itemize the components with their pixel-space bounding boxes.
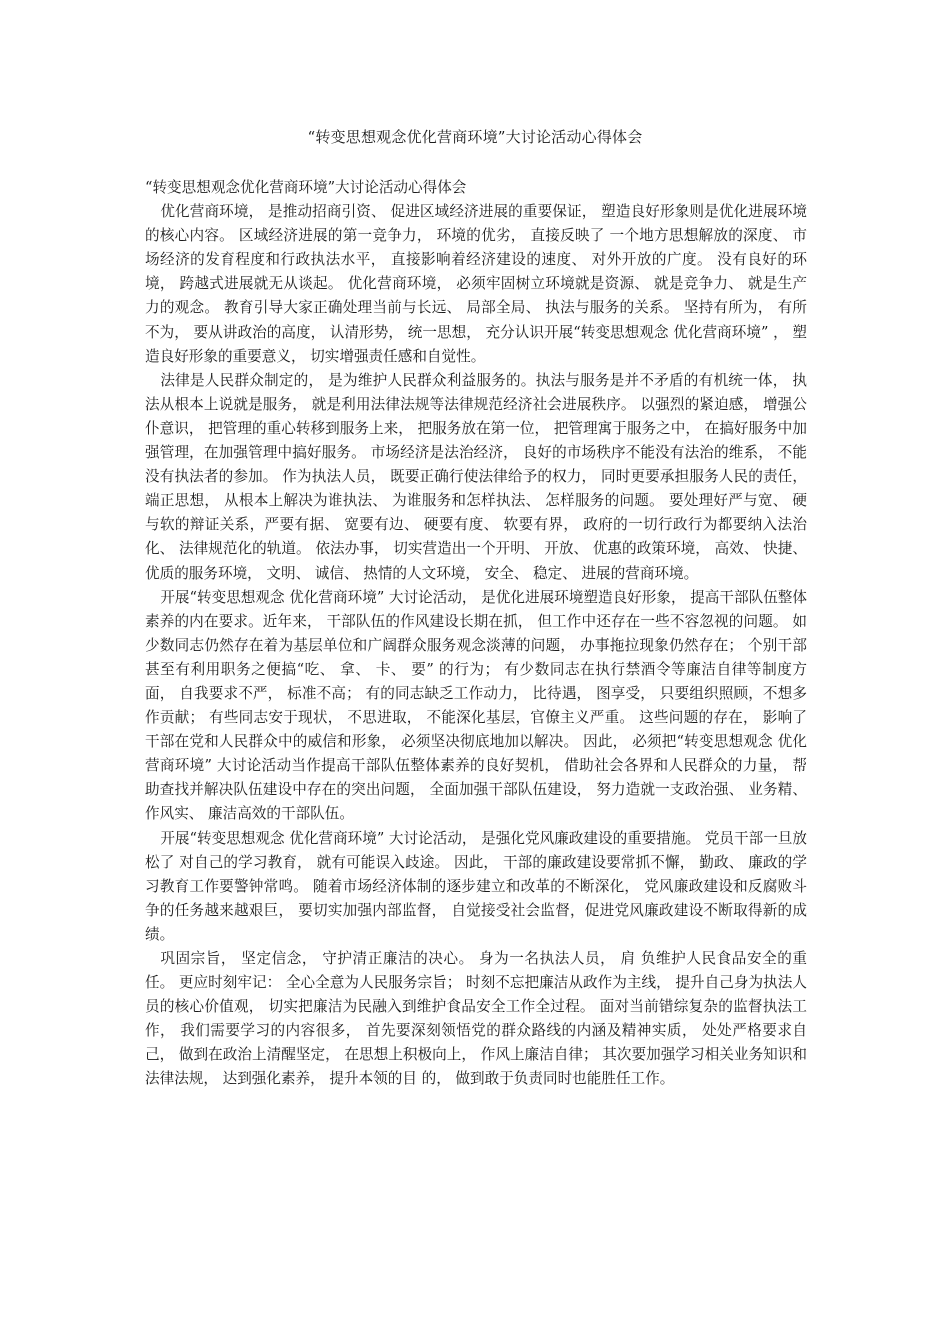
- paragraph: 开展“转变思想观念 优化营商环境” 大讨论活动， 是强化党风廉政建设的重要措施。 党员干部一旦放松了 对自己的学习教育， 就有可能误入歧途。 因此， 干部的廉政建设要常抓不懈， 勤政、 廉政的学习教育工作要警钟常鸣。 随着市场经济体制的逐步建立和改革的不断深化， 党风廉政建设和反腐败斗争的任务越来越艰巨， 要切实加强内部监督， 自觉接受社会监督，促进党风廉政建设不断取得新的成绩。: [145, 829, 807, 943]
- paragraph: 法律是人民群众制定的， 是为维护人民群众利益服务的。执法与服务是并不矛盾的有机统一体， 执法从根本上说就是服务， 就是利用法律法规等法律规范经济社会进展秩序。 以强烈的紧迫感， 增强公仆意识， 把管理的重心转移到服务上来， 把服务放在第一位， 把管理寓于服务之中， 在搞好服务中加强管理，在加强管理中搞好服务。 市场经济是法治经济， 良好的市场秩序不能没有法治的维系， 不能没有执法者的参加。 作为执法人员， 既要正确行使法律给予的权力， 同时更要承担服务人民的责任， 端正思想， 从根本上解决为谁执法、 为谁服务和怎样执法、 怎样服务的问题。 要处理好严与宽、 硬与软的辩证关系，严要有据、 宽要有边、 硬要有度、 软要有界， 政府的一切行政行为都要纳入法治化、 法律规范化的轨道。 依法办事， 切实营造出一个开明、 开放、 优惠的政策环境， 高效、 快捷、 优质的服务环境， 文明、 诚信、 热情的人文环境， 安全、 稳定、 进展的营商环境。: [145, 371, 807, 582]
- document-title: “转变思想观念优化营商环境”大讨论活动心得体会: [307, 128, 643, 146]
- paragraph: 巩固宗旨， 坚定信念， 守护清正廉洁的决心。 身为一名执法人员， 肩 负维护人民食品安全的重任。 更应时刻牢记： 全心全意为人民服务宗旨； 时刻不忘把廉洁从政作为主线， 提升自己身为执法人员的核心价值观， 切实把廉洁为民融入到维护食品安全工作全过程。 面对当前错综复杂的监督执法工作， 我们需要学习的内容很多， 首先要深刻领悟党的群众路线的内涵及精神实质， 处处严格要求自己， 做到在政治上清醒坚定， 在思想上积极向上， 作风上廉洁自律； 其次要加强学习相关业务知识和法律法规， 达到强化素养， 提升本领的目 的， 做到敢于负责同时也能胜任工作。: [145, 950, 807, 1088]
- paragraph: 开展“转变思想观念 优化营商环境” 大讨论活动， 是优化进展环境塑造良好形象， 提高干部队伍整体素养的内在要求。近年来， 干部队伍的作风建设长期在抓， 但工作中还存在一些不容忽视的问题。 如少数同志仍然存在着为基层单位和广阔群众服务观念淡薄的问题， 办事拖拉现象仍然存在； 个别干部甚至有利用职务之便搞“吃、 拿、 卡、 要” 的行为； 有少数同志在执行禁酒令等廉洁自律等制度方面， 自我要求不严， 标准不高； 有的同志缺乏工作动力， 比待遇， 图享受， 只要组织照顾，不想多作贡献； 有些同志安于现状， 不思进取， 不能深化基层，官僚主义严重。 这些问题的存在， 影响了 干部在党和人民群众中的威信和形象， 必须坚决彻底地加以解决。 因此， 必须把“转变思想观念 优化营商环境” 大讨论活动当作提高干部队伍整体素养的良好契机， 借助社会各界和人民群众的力量， 帮助查找并解决队伍建设中存在的突出问题， 全面加强干部队伍建设， 努力造就一支政治强、 业务精、 作风实、 廉洁高效的干部队伍。: [145, 588, 807, 823]
- document-body: [145, 176, 807, 1092]
- paragraph: 优化营商环境， 是推动招商引资、 促进区域经济进展的重要保证， 塑造良好形象则是优化进展环境的核心内容。 区域经济进展的第一竞争力， 环境的优劣， 直接反映了 一个地方思想解放的深度、 市场经济的发育程度和行政执法水平， 直接影响着经济建设的速度、 对外开放的广度。 没有良好的环境， 跨越式进展就无从谈起。 优化营商环境， 必须牢固树立环境就是资源、 就是竞争力、 就是生产力的观念。 教育引导大家正确处理当前与长远、 局部全局、 执法与服务的关系。 坚持有所为， 有所不为， 要从讲政治的高度， 认清形势， 统一思想， 充分认识开展“转变思想观念 优化营商环境” ， 塑造良好形象的重要意义， 切实增强责任感和自觉性。: [145, 203, 807, 365]
- document-subtitle: “转变思想观念优化营商环境”大讨论活动心得体会: [145, 179, 467, 196]
